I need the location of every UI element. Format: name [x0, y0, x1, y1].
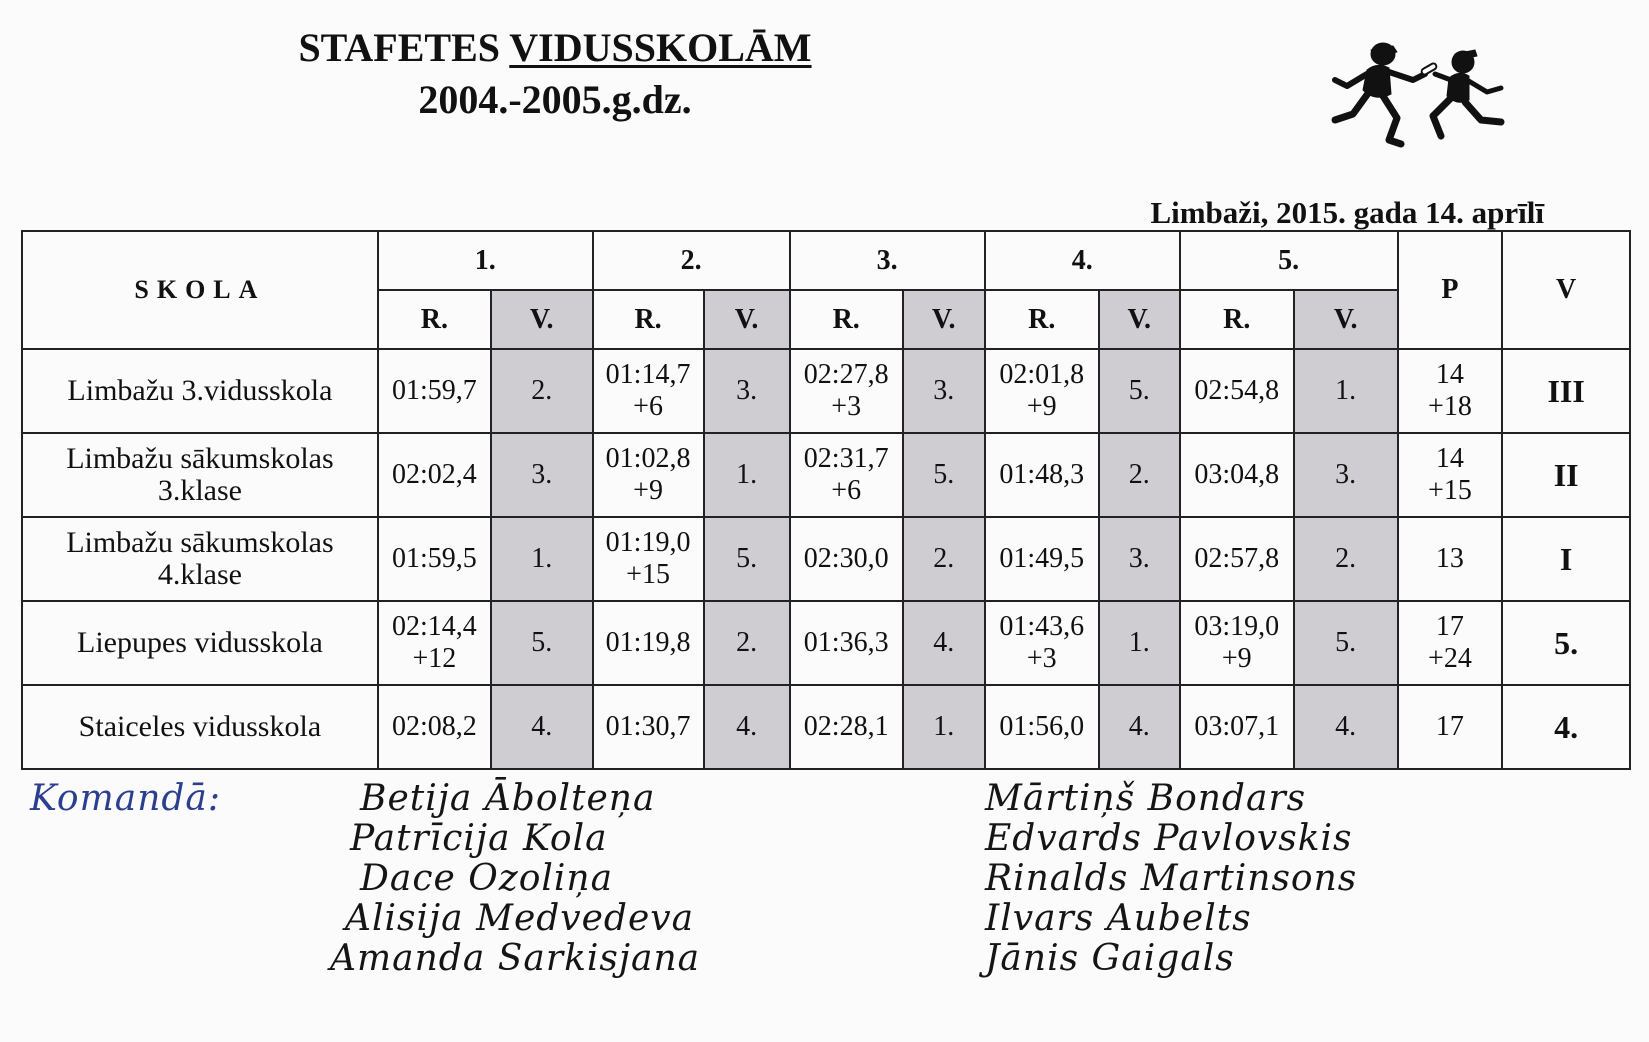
result-subheader: R. — [593, 290, 704, 349]
school-name: Limbažu sākumskolas 4.klase — [22, 517, 378, 601]
team-member-name: Amanda Sarkisjana — [330, 938, 701, 979]
school-name: Limbažu 3.vidusskola — [22, 349, 378, 433]
school-name: Liepupes vidusskola — [22, 601, 378, 685]
points-column-header: P — [1398, 231, 1503, 349]
stage-place: 4. — [704, 685, 790, 769]
stage-result — [1180, 517, 1294, 601]
stage-time: 03:07,1 — [1194, 711, 1280, 742]
stage-result — [1180, 601, 1294, 685]
team-member-name: Mārtiņš Bondars — [985, 778, 1307, 819]
stage-penalty: +9 — [1026, 391, 1057, 422]
stage-time: 02:27,8 — [803, 359, 889, 390]
stage-place: 2. — [1099, 433, 1180, 517]
stage-place: 5. — [903, 433, 985, 517]
stage-place: 3. — [1294, 433, 1398, 517]
stage-result — [790, 433, 903, 517]
stage-result — [1180, 685, 1294, 769]
relay-runners-icon — [1305, 40, 1515, 150]
stage-result — [378, 349, 491, 433]
stage-time: 01:59,7 — [391, 375, 477, 406]
stage-time: 02:14,4 — [391, 611, 477, 642]
total-points — [1398, 685, 1503, 769]
stage-place: 1. — [1294, 349, 1398, 433]
stage-result — [985, 349, 1099, 433]
table-row — [22, 601, 1630, 685]
result-subheader: R. — [790, 290, 903, 349]
total-points — [1398, 517, 1503, 601]
stage-place: 1. — [704, 433, 790, 517]
points-penalty: +24 — [1428, 643, 1472, 674]
stage-header-5: 5. — [1180, 231, 1398, 290]
final-place: I — [1502, 517, 1630, 601]
stage-place: 3. — [491, 433, 593, 517]
stage-place: 5. — [704, 517, 790, 601]
stage-time: 01:59,5 — [391, 543, 477, 574]
stage-place: 2. — [491, 349, 593, 433]
stage-place: 1. — [1099, 601, 1180, 685]
stage-time: 03:04,8 — [1194, 459, 1280, 490]
table-row — [22, 433, 1630, 517]
stage-place: 2. — [704, 601, 790, 685]
stage-place: 3. — [1099, 517, 1180, 601]
stage-result — [985, 517, 1099, 601]
stage-place-subheader: V. — [903, 290, 985, 349]
points-penalty: +18 — [1428, 391, 1472, 422]
table-row — [22, 685, 1630, 769]
table-row — [22, 349, 1630, 433]
points-value: 17 — [1435, 611, 1464, 642]
stage-place: 2. — [903, 517, 985, 601]
stage-place: 4. — [491, 685, 593, 769]
stage-place: 3. — [903, 349, 985, 433]
stage-result — [790, 601, 903, 685]
stage-result — [593, 517, 704, 601]
team-member-name: Jānis Gaigals — [985, 938, 1235, 979]
stage-result — [378, 601, 491, 685]
stage-time: 01:43,6 — [999, 611, 1085, 642]
stage-result — [378, 517, 491, 601]
stage-result — [1180, 349, 1294, 433]
stage-time: 03:19,0 — [1194, 611, 1280, 642]
points-value: 17 — [1435, 711, 1464, 742]
stage-time: 02:02,4 — [391, 459, 477, 490]
result-subheader: R. — [985, 290, 1099, 349]
school-column-header: SKOLA — [22, 231, 378, 349]
stage-penalty: +9 — [633, 475, 663, 506]
team-member-name: Rinalds Martinsons — [985, 858, 1358, 899]
stage-time: 02:54,8 — [1194, 375, 1280, 406]
stage-time: 01:14,7 — [605, 359, 691, 390]
table-row — [22, 517, 1630, 601]
stage-time: 02:31,7 — [803, 443, 889, 474]
final-place: 5. — [1502, 601, 1630, 685]
school-name: Limbažu sākumskolas 3.klase — [22, 433, 378, 517]
result-subheader: R. — [1180, 290, 1294, 349]
place-column-header: V — [1502, 231, 1630, 349]
team-label: Komandā: — [30, 778, 222, 819]
stage-penalty: +3 — [831, 391, 862, 422]
stage-time: 01:56,0 — [999, 711, 1085, 742]
team-member-name: Ilvars Aubelts — [985, 898, 1252, 939]
team-member-name: Alisija Medvedeva — [345, 898, 695, 939]
stage-time: 01:19,0 — [605, 527, 691, 558]
stage-place: 5. — [1294, 601, 1398, 685]
stage-result — [790, 517, 903, 601]
stage-result — [790, 349, 903, 433]
stage-place: 5. — [491, 601, 593, 685]
stage-time: 01:02,8 — [605, 443, 691, 474]
stage-place: 4. — [903, 601, 985, 685]
stage-time: 02:08,2 — [391, 711, 477, 742]
points-value: 14 — [1435, 359, 1464, 390]
result-subheader: R. — [378, 290, 491, 349]
final-place: II — [1502, 433, 1630, 517]
stage-place-subheader: V. — [1294, 290, 1398, 349]
stage-time: 02:01,8 — [999, 359, 1085, 390]
team-member-name: Dace Ozoliņa — [360, 858, 614, 899]
stage-result — [593, 601, 704, 685]
stage-time: 01:19,8 — [605, 627, 691, 658]
title-underlined-word: VIDUSSKOLĀM — [509, 25, 812, 70]
stage-result — [378, 685, 491, 769]
points-value: 13 — [1435, 543, 1464, 574]
stage-result — [790, 685, 903, 769]
stage-result — [985, 685, 1099, 769]
stage-time: 01:30,7 — [605, 711, 691, 742]
stage-place: 3. — [704, 349, 790, 433]
stage-time: 02:57,8 — [1194, 543, 1280, 574]
stage-result — [985, 433, 1099, 517]
stage-time: 02:30,0 — [803, 543, 889, 574]
team-member-name: Patrīcija Kola — [350, 818, 608, 859]
stage-result — [378, 433, 491, 517]
results-table — [21, 230, 1631, 770]
stage-result — [985, 601, 1099, 685]
final-place: III — [1502, 349, 1630, 433]
stage-penalty: +6 — [831, 475, 862, 506]
team-member-name: Betija Ābolteņa — [360, 778, 656, 819]
stage-penalty: +9 — [1221, 643, 1252, 674]
stage-place: 5. — [1099, 349, 1180, 433]
stage-place-subheader: V. — [704, 290, 790, 349]
stage-header-1: 1. — [378, 231, 593, 290]
stage-time: 02:28,1 — [803, 711, 889, 742]
stage-place: 4. — [1294, 685, 1398, 769]
stage-result — [593, 433, 704, 517]
stage-result — [593, 349, 704, 433]
stage-header-3: 3. — [790, 231, 985, 290]
stage-penalty: +3 — [1026, 643, 1057, 674]
total-points — [1398, 601, 1503, 685]
stage-result — [593, 685, 704, 769]
final-place: 4. — [1502, 685, 1630, 769]
stage-time: 01:48,3 — [999, 459, 1085, 490]
total-points — [1398, 349, 1503, 433]
stage-result — [1180, 433, 1294, 517]
points-value: 14 — [1435, 443, 1464, 474]
stage-header-2: 2. — [593, 231, 790, 290]
title-line-2: 2004.-2005.g.dz. — [418, 77, 692, 122]
title-line-1: STAFETES VIDUSSKOLĀM — [298, 25, 812, 70]
stage-place: 1. — [491, 517, 593, 601]
stage-penalty: +6 — [633, 391, 663, 422]
stage-place: 2. — [1294, 517, 1398, 601]
stage-time: 01:36,3 — [803, 627, 889, 658]
stage-penalty: +15 — [626, 559, 670, 590]
team-member-name: Edvards Pavlovskis — [985, 818, 1353, 859]
stage-place: 4. — [1099, 685, 1180, 769]
document-title — [0, 22, 1110, 126]
points-penalty: +15 — [1428, 475, 1472, 506]
school-name: Staiceles vidusskola — [22, 685, 378, 769]
stage-place-subheader: V. — [1099, 290, 1180, 349]
place-and-date: Limbaži, 2015. gada 14. aprīlī — [1150, 195, 1544, 230]
stage-penalty: +12 — [412, 643, 457, 674]
stage-place: 1. — [903, 685, 985, 769]
stage-header-4: 4. — [985, 231, 1180, 290]
total-points — [1398, 433, 1503, 517]
stage-place-subheader: V. — [491, 290, 593, 349]
stage-time: 01:49,5 — [999, 543, 1085, 574]
